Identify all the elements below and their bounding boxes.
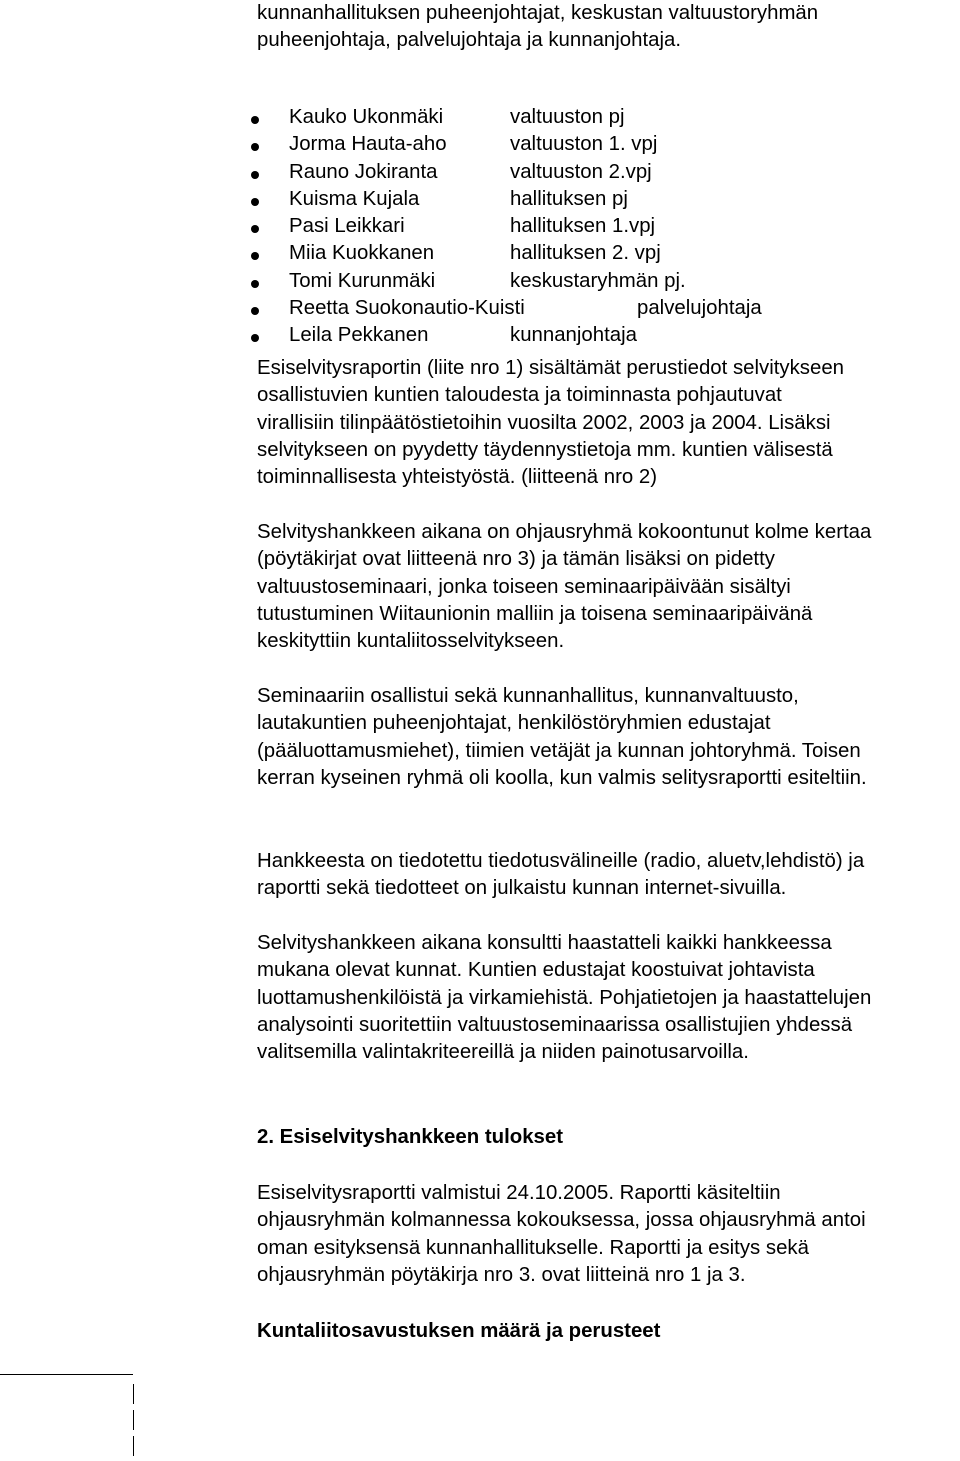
member-role: hallituksen 1.vpj (510, 215, 656, 238)
paragraph-media (257, 848, 864, 903)
paragraph-line: (pääluottamusmiehet), tiimien vetäjät ja kunnan johtoryhmä. Toisen (257, 739, 861, 762)
paragraph-line: kerran kyseinen ryhmä oli koolla, kun valmis selitysraportti esiteltiin. (257, 766, 867, 789)
bullet-icon (251, 252, 259, 260)
bullet-icon (251, 307, 259, 315)
member-name: Kuisma Kujala (289, 187, 420, 210)
list-item (257, 159, 960, 186)
footnote-separator (0, 1374, 133, 1375)
paragraph-line: analysointi suoritettiin valtuustoseminaarissa osallistujien yhdessä (257, 1013, 853, 1036)
paragraph-line: Selvityshankkeen aikana konsultti haastatteli kaikki hankkeessa (257, 932, 832, 954)
list-item (257, 322, 960, 349)
paragraph-line: raportti sekä tiedotteet on julkaistu kunnan internet-sivuilla. (257, 877, 787, 900)
list-item (257, 268, 960, 295)
paragraph-line: Seminaariin osallistui sekä kunnanhallitus, kunnanvaltuusto, (257, 685, 799, 707)
paragraph-line: Esiselvitysraportin (liite nro 1) sisältämät perustiedot selvitykseen (257, 357, 845, 379)
paragraph-line: Hankkeesta on tiedotettu tiedotusvälineille (radio, aluetv,lehdistö) ja (257, 850, 865, 872)
member-list (257, 104, 960, 350)
paragraph-line: toiminnallisesta yhteistyöstä. (liitteenä nro 2) (257, 466, 658, 489)
intro-line: kunnanhallituksen puheenjohtajat, keskustan valtuustoryhmän (257, 2, 819, 24)
bullet-icon (251, 198, 259, 206)
bullet-icon (251, 143, 259, 151)
paragraph-line: oman esityksensä kunnanhallitukselle. Raportti ja esitys sekä (257, 1236, 809, 1259)
list-item (257, 186, 960, 213)
list-item (257, 240, 960, 267)
paragraph-line: mukana olevat kunnat. Kuntien edustajat koostuivat johtavista (257, 959, 815, 982)
member-name: Tomi Kurunmäki (289, 269, 436, 292)
member-role: hallituksen pj (510, 187, 628, 210)
paragraph-seminar (257, 683, 867, 792)
paragraph-line: (pöytäkirjat ovat liitteenä nro 3) ja tämän lisäksi on pidetty (257, 548, 775, 571)
table-edge-mark (133, 1436, 134, 1456)
paragraph-line: valitsemilla valintakriteereillä ja niiden painotusarvoilla. (257, 1041, 749, 1064)
paragraph-steering-group (257, 519, 871, 655)
paragraph-line: osallistuvien kuntien taloudesta ja toiminnasta pohjautuvat (257, 384, 782, 407)
table-edge-mark (133, 1384, 134, 1404)
paragraph-line: lautakuntien puheenjohtajat, henkilöstöryhmien edustajat (257, 712, 771, 735)
paragraph-results (257, 1180, 866, 1289)
member-name: Reetta Suokonautio-Kuisti (289, 297, 525, 320)
paragraph-line: ohjausryhmän kolmannessa kokouksessa, jossa ohjausryhmä antoi (257, 1209, 866, 1232)
intro-line: puheenjohtaja, palvelujohtaja ja kunnanjohtaja. (257, 29, 682, 52)
member-role: valtuuston 2.vpj (510, 160, 652, 183)
bullet-icon (251, 116, 259, 124)
member-role: palvelujohtaja (637, 297, 762, 320)
paragraph-line: luottamushenkilöistä ja virkamiehistä. Pohjatietojen ja haastattelujen (257, 986, 872, 1009)
bullet-icon (251, 225, 259, 233)
table-edge-marks (133, 1384, 135, 1461)
intro-paragraph (257, 0, 818, 55)
member-name: Jorma Hauta-aho (289, 133, 447, 156)
subsection-heading: Kuntaliitosavustuksen määrä ja perusteet (257, 1320, 661, 1342)
list-item (257, 104, 960, 131)
paragraph-interviews (257, 930, 871, 1066)
list-item (257, 295, 960, 322)
member-name: Rauno Jokiranta (289, 160, 438, 183)
member-name: Miia Kuokkanen (289, 242, 435, 265)
member-role: valtuuston pj (510, 106, 625, 128)
paragraph-line: Selvityshankkeen aikana on ohjausryhmä kokoontunut kolme kertaa (257, 521, 872, 543)
table-edge-mark (133, 1410, 134, 1430)
paragraph-line: Esiselvitysraportti valmistui 24.10.2005. Raportti käsiteltiin (257, 1182, 781, 1204)
list-item (257, 213, 960, 240)
bullet-icon (251, 171, 259, 179)
paragraph-line: ohjausryhmän pöytäkirja nro 3. ovat liitteinä nro 1 ja 3. (257, 1263, 746, 1286)
member-role: hallituksen 2. vpj (510, 242, 661, 265)
paragraph-line: tutustuminen Wiitaunionin malliin ja toisena seminaaripäivänä (257, 602, 813, 625)
member-name: Pasi Leikkari (289, 215, 405, 238)
bullet-icon (251, 280, 259, 288)
paragraph-line: valtuustoseminaari, jonka toiseen seminaaripäivään sisältyi (257, 575, 791, 598)
member-role: valtuuston 1. vpj (510, 133, 658, 156)
member-name: Leila Pekkanen (289, 324, 429, 347)
paragraph-basic-data (257, 355, 844, 491)
bullet-icon (251, 334, 259, 342)
member-name: Kauko Ukonmäki (289, 106, 444, 128)
paragraph-line: virallisiin tilinpäätöstietoihin vuosilta 2002, 2003 ja 2004. Lisäksi (257, 411, 831, 434)
paragraph-line: keskityttiin kuntaliitosselvitykseen. (257, 630, 565, 653)
member-role: kunnanjohtaja (510, 324, 637, 347)
member-role: keskustaryhmän pj. (510, 269, 686, 292)
section-heading: 2. Esiselvityshankkeen tulokset (257, 1126, 564, 1148)
list-item (257, 131, 960, 158)
paragraph-line: selvitykseen on pyydetty täydennystietoja mm. kuntien välisestä (257, 438, 833, 461)
